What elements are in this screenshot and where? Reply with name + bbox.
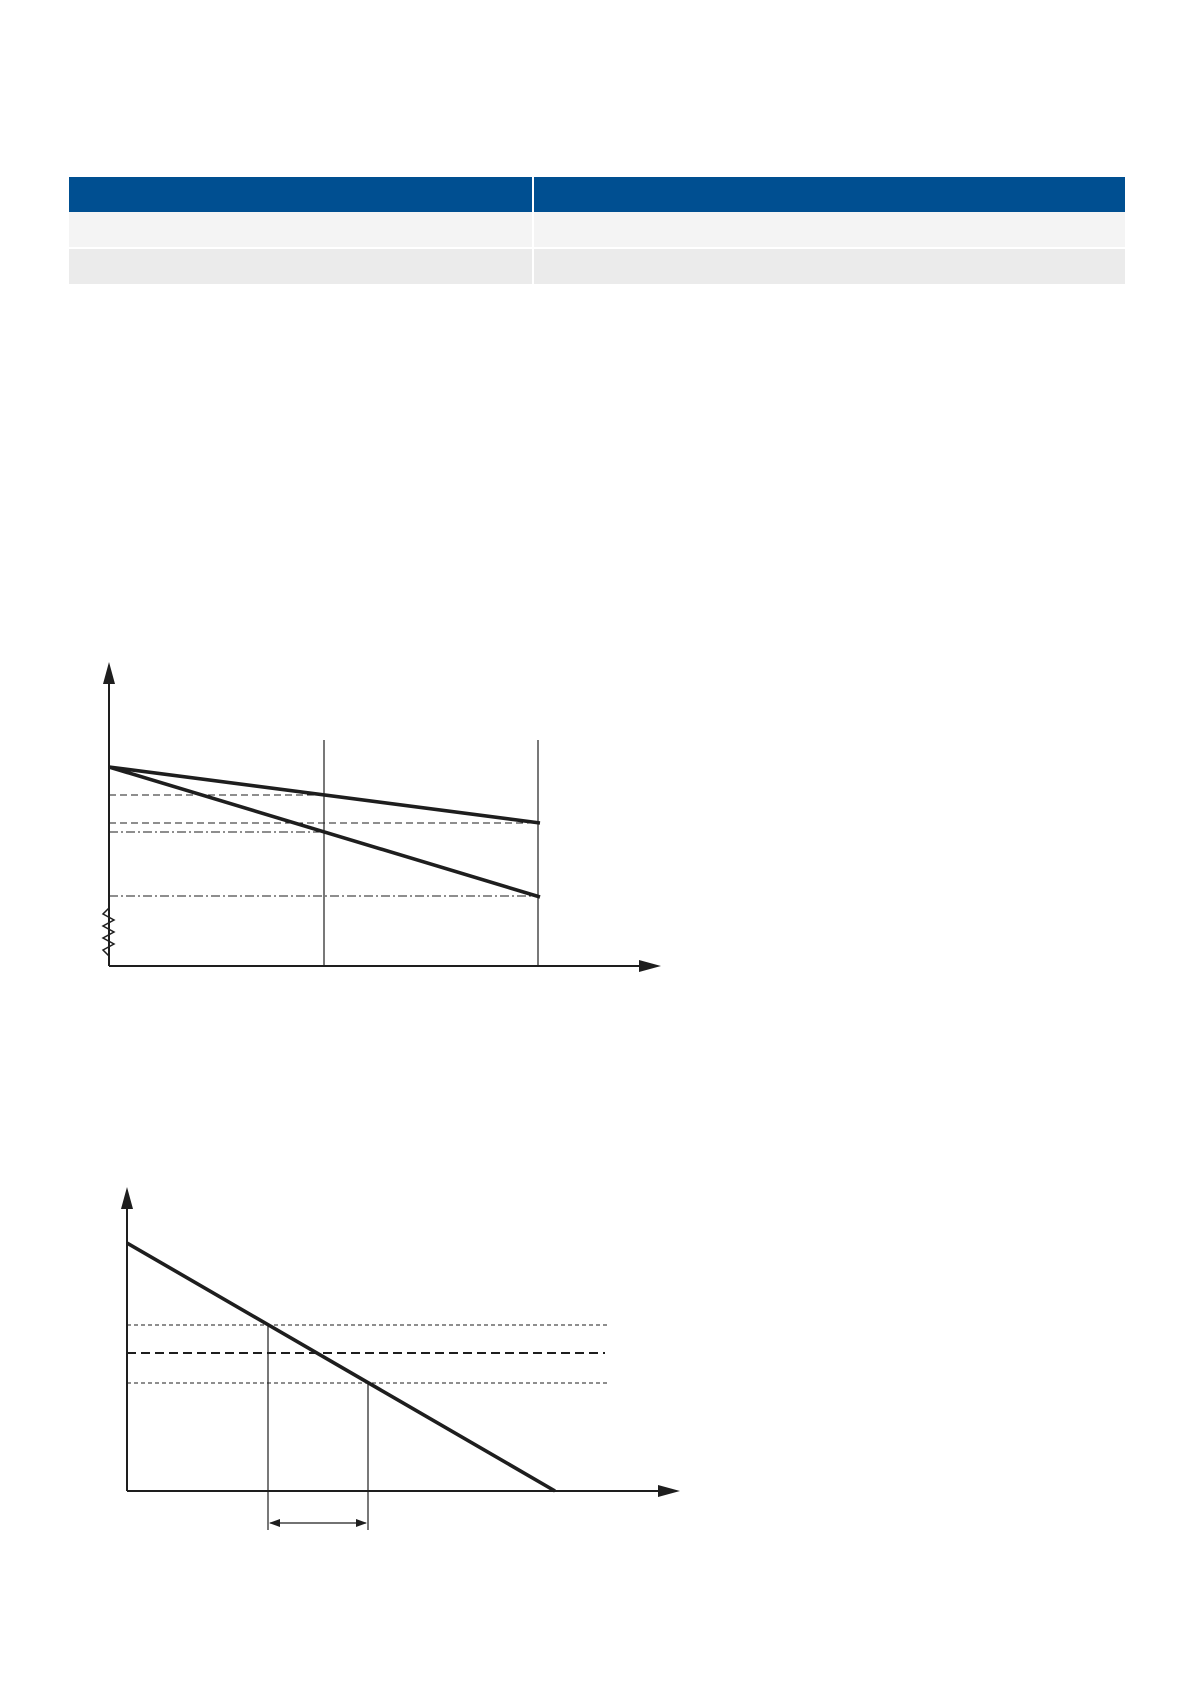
- table-cell: [69, 212, 533, 248]
- diagram-2-x-axis-arrow: [658, 1485, 680, 1497]
- table-header-row: [69, 177, 1125, 212]
- diagram-1-y-axis-arrow: [103, 662, 115, 684]
- table-cell: [533, 212, 1125, 248]
- diagram-2-group: [121, 1187, 680, 1530]
- table-header-cell-1: [69, 177, 533, 212]
- table-header-cell-2: [533, 177, 1125, 212]
- diagram-2-y-axis-arrow: [121, 1187, 133, 1209]
- diagram-1-upper-line: [109, 767, 540, 823]
- diagram-2-dimension-arrow-left: [269, 1519, 280, 1527]
- table-row: [69, 212, 1125, 248]
- table-row: [69, 248, 1125, 284]
- table-cell: [533, 248, 1125, 284]
- diagram-2-dimension-arrow-right: [356, 1519, 367, 1527]
- diagram-1-lower-line: [109, 767, 540, 897]
- table-cell: [69, 248, 533, 284]
- diagram-1-group: [103, 662, 661, 972]
- spec-table: [69, 177, 1125, 284]
- diagram-1-x-axis-arrow: [639, 960, 661, 972]
- diagram-2-main-line: [127, 1243, 555, 1491]
- diagram-1-axis-break: [103, 908, 114, 956]
